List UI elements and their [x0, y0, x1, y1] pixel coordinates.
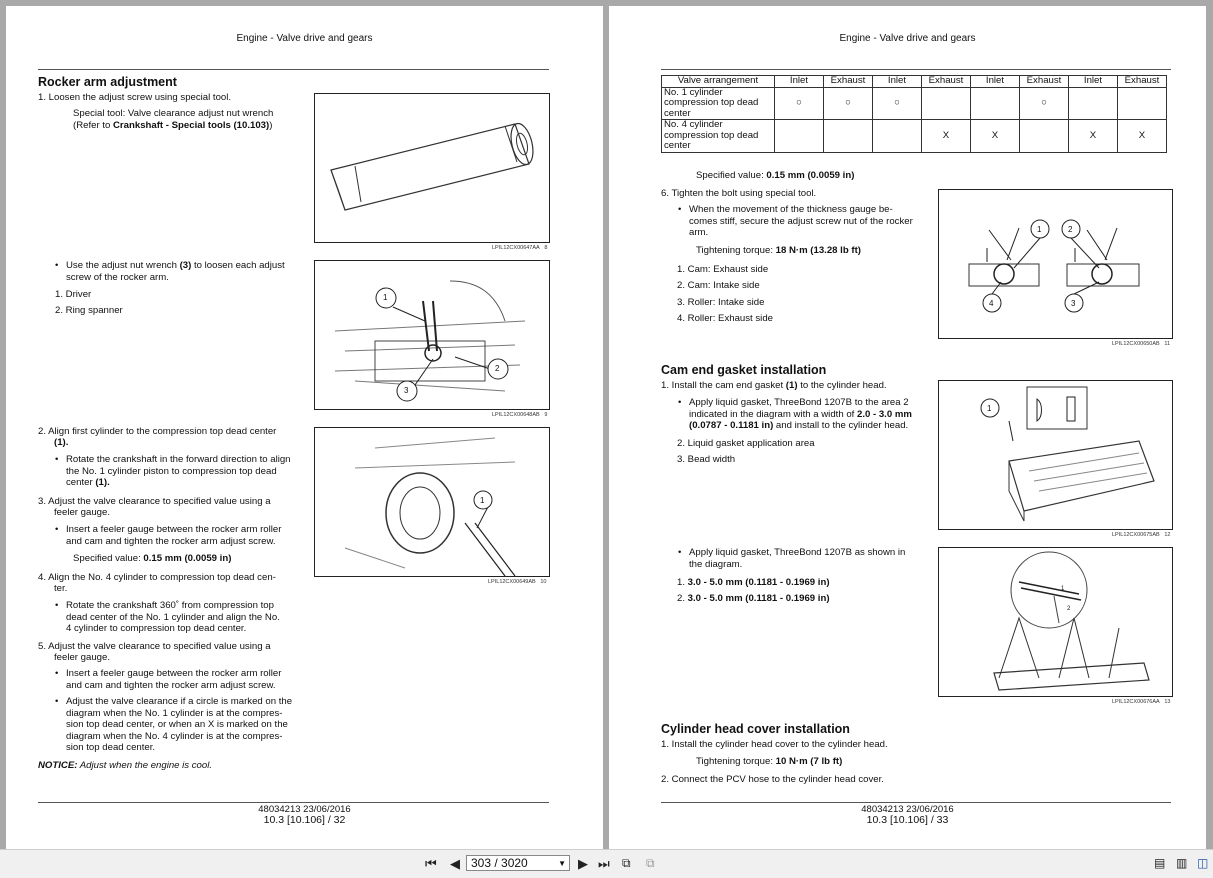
step-text: 1. Install the cam end gasket (1) to the cylinder head.	[661, 380, 887, 391]
table-cell	[922, 87, 971, 120]
callout-4: 4	[989, 299, 994, 308]
figure-caption: LPIL12CX00675AB 12	[1112, 532, 1171, 538]
list-item: 2. 3.0 - 5.0 mm (0.1181 - 0.1969 in)	[677, 593, 830, 604]
figure-caption: LPIL12CX00650AB 11	[1112, 341, 1171, 347]
figure-caption: LPIL12CX00676AA 13	[1112, 699, 1171, 705]
table-header: Inlet	[775, 76, 824, 88]
figure-9-engine	[314, 260, 550, 410]
callout-1: 1	[1037, 225, 1042, 234]
callout-1: 1	[987, 404, 992, 413]
figure-caption: LPIL12CX00649AB 10	[488, 579, 547, 585]
callout-3: 3	[404, 386, 409, 395]
figure-10-crankshaft	[314, 427, 550, 577]
navigation-toolbar	[0, 849, 1213, 878]
page-number-input[interactable]: 303 / 3020 ▼	[466, 855, 570, 871]
table-header-row	[662, 76, 1167, 88]
figure-12-cylinder-head	[938, 380, 1173, 530]
table-cell	[1020, 120, 1069, 153]
special-tool-link[interactable]: Crankshaft - Special tools (10.103)	[113, 120, 270, 131]
bullet-text: • Rotate the crankshaft 360˚ from compression top dead center of the No. 1 cylinder and align the No. 4 cylinder to compression top dead center.	[66, 600, 298, 635]
list-item: 3. Bead width	[677, 454, 736, 465]
valve-arrangement-table	[661, 75, 1167, 153]
list-item: 1. Driver	[55, 289, 92, 300]
two-page-view-icon[interactable]: ◫	[1197, 856, 1209, 870]
table-header: Valve arrangement	[662, 76, 775, 88]
table-cell	[775, 120, 824, 153]
table-header: Exhaust	[922, 76, 971, 88]
step-text: feeler gauge.	[54, 507, 111, 518]
page-header: Engine - Valve drive and gears	[839, 33, 976, 44]
figure-caption: LPIL12CX00647AA 8	[492, 245, 548, 251]
step-text: feeler gauge.	[54, 652, 111, 663]
chevron-down-icon[interactable]: ▼	[558, 859, 566, 868]
cam-roller-illustration	[939, 190, 1172, 338]
next-page-icon[interactable]: ▶	[578, 856, 588, 871]
table-header: Exhaust	[1118, 76, 1167, 88]
step-text: 3. Adjust the valve clearance to specified value using a	[38, 496, 271, 507]
left-page	[6, 6, 603, 849]
list-item: 1. Cam: Exhaust side	[677, 264, 769, 275]
step-text: 1. Install the cylinder head cover to the cylinder head.	[661, 739, 888, 750]
tightening-torque: Tightening torque: 10 N·m (7 lb ft)	[696, 756, 843, 767]
bullet-text: • Use the adjust nut wrench (3) to loosen each adjust screw of the rocker arm.	[66, 260, 298, 283]
list-item: 2. Liquid gasket application area	[677, 438, 815, 449]
bullet-text: • When the movement of the thickness gauge be- comes stiff, secure the adjust screw nut of the rocker arm.	[689, 204, 917, 239]
callout-2: 2	[1067, 606, 1071, 612]
list-item: 3. Roller: Intake side	[677, 297, 765, 308]
first-page-icon[interactable]: ⏮	[425, 856, 437, 871]
callout-3: 3	[1071, 299, 1076, 308]
bullet-text: • Adjust the valve clearance if a circle is marked on the diagram when the No. 1 cylinder is at the compres- sion top dead center, or when an X is marked on the diagram when the No. 4 cylinder is at the compres- sion top dead center.	[66, 696, 298, 754]
engine-nut-illustration	[315, 261, 549, 409]
table-cell: ○	[873, 87, 922, 120]
bullet-text: • Apply liquid gasket, ThreeBond 1207B as shown in the diagram.	[689, 547, 919, 570]
callout-2: 2	[495, 364, 500, 373]
table-cell: X	[1069, 120, 1118, 153]
table-cell	[1118, 87, 1167, 120]
table-cell: ○	[1020, 87, 1069, 120]
step-text: 1. Loosen the adjust screw using special tool.	[38, 92, 232, 103]
figure-caption: LPIL12CX00648AB 9	[492, 412, 548, 418]
table-header: Inlet	[873, 76, 922, 88]
page-footer: 48034213 23/06/2016 10.3 [10.106] / 32	[258, 804, 351, 826]
table-cell: ○	[824, 87, 873, 120]
table-cell	[971, 87, 1020, 120]
step-text: ter.	[54, 583, 68, 594]
table-header: Exhaust	[1020, 76, 1069, 88]
bullet-text: • Rotate the crankshaft in the forward direction to align the No. 1 cylinder piston to compression top dead center (1).	[66, 454, 298, 489]
last-page-icon[interactable]: ⏭	[598, 856, 610, 871]
bullet-text: • Apply liquid gasket, ThreeBond 1207B to the area 2 indicated in the diagram with a width of 2.0 - 3.0 mm (0.0787 - 0.1181 in) and install to the cylinder head.	[689, 397, 919, 432]
callout-1: 1	[480, 496, 485, 505]
forward-view-icon[interactable]: ⧉	[646, 856, 655, 870]
bullet-text: • Insert a feeler gauge between the rocker arm roller and cam and tighten the rocker arm adjust screw.	[66, 668, 298, 691]
step-text: 2. Align first cylinder to the compression top dead center	[38, 426, 277, 437]
step-text: 6. Tighten the bolt using special tool.	[661, 188, 817, 199]
section-title: Cam end gasket installation	[661, 363, 827, 377]
footer-rule	[38, 802, 549, 803]
single-page-view-icon[interactable]: ▤	[1154, 856, 1166, 870]
table-cell: X	[971, 120, 1020, 153]
special-tool-ref: (Refer to Crankshaft - Special tools (10.103))	[73, 120, 273, 131]
table-cell	[824, 120, 873, 153]
wrench-illustration	[315, 94, 549, 242]
figure-11-cams	[938, 189, 1173, 339]
header-rule	[661, 69, 1171, 70]
section-title: Cylinder head cover installation	[661, 722, 850, 736]
callout-2: 2	[1068, 225, 1073, 234]
cylinder-head-illustration	[939, 381, 1172, 529]
special-tool-text: Special tool: Valve clearance adjust nut wrench	[73, 108, 274, 119]
table-row	[662, 120, 1167, 153]
tightening-torque: Tightening torque: 18 N·m (13.28 lb ft)	[696, 245, 861, 256]
gasket-frame-illustration	[939, 548, 1172, 696]
page-header: Engine - Valve drive and gears	[236, 33, 373, 44]
list-item: 2. Ring spanner	[55, 305, 123, 316]
table-cell: No. 4 cylinder compression top dead center	[662, 120, 775, 153]
notice: NOTICE: Adjust when the engine is cool.	[38, 760, 213, 771]
prev-page-icon[interactable]: ◀	[450, 856, 460, 871]
specified-value: Specified value: 0.15 mm (0.0059 in)	[696, 170, 855, 181]
list-item: 2. Cam: Intake side	[677, 280, 760, 291]
right-page	[609, 6, 1206, 849]
bullet-text: • Insert a feeler gauge between the rocker arm roller and cam and tighten the rocker arm adjust screw.	[66, 524, 298, 547]
table-header: Inlet	[971, 76, 1020, 88]
figure-13-gasket-frame	[938, 547, 1173, 697]
specified-value: Specified value: 0.15 mm (0.0059 in)	[73, 553, 232, 564]
table-cell: X	[1118, 120, 1167, 153]
callout-1: 1	[383, 293, 388, 302]
table-row	[662, 87, 1167, 120]
list-item: 1. 3.0 - 5.0 mm (0.1181 - 0.1969 in)	[677, 577, 830, 588]
list-item: 4. Roller: Exhaust side	[677, 313, 773, 324]
table-cell: ○	[775, 87, 824, 120]
continuous-view-icon[interactable]: ▥	[1176, 856, 1188, 870]
header-rule	[38, 69, 549, 70]
table-header: Exhaust	[824, 76, 873, 88]
page-footer: 48034213 23/06/2016 10.3 [10.106] / 33	[861, 804, 954, 826]
callout-1: 1	[1061, 586, 1065, 592]
crankshaft-illustration	[315, 428, 549, 576]
step-text: 4. Align the No. 4 cylinder to compression top dead cen-	[38, 572, 276, 583]
table-cell	[873, 120, 922, 153]
footer-rule	[661, 802, 1171, 803]
table-cell: No. 1 cylinder compression top dead center	[662, 87, 775, 120]
section-title: Rocker arm adjustment	[38, 75, 177, 89]
step-text: 5. Adjust the valve clearance to specified value using a	[38, 641, 271, 652]
step-text: (1).	[54, 437, 69, 448]
step-text: 2. Connect the PCV hose to the cylinder head cover.	[661, 774, 884, 785]
table-cell	[1069, 87, 1118, 120]
figure-8-wrench	[314, 93, 550, 243]
table-cell: X	[922, 120, 971, 153]
back-view-icon[interactable]: ⧉	[622, 856, 631, 870]
table-header: Inlet	[1069, 76, 1118, 88]
